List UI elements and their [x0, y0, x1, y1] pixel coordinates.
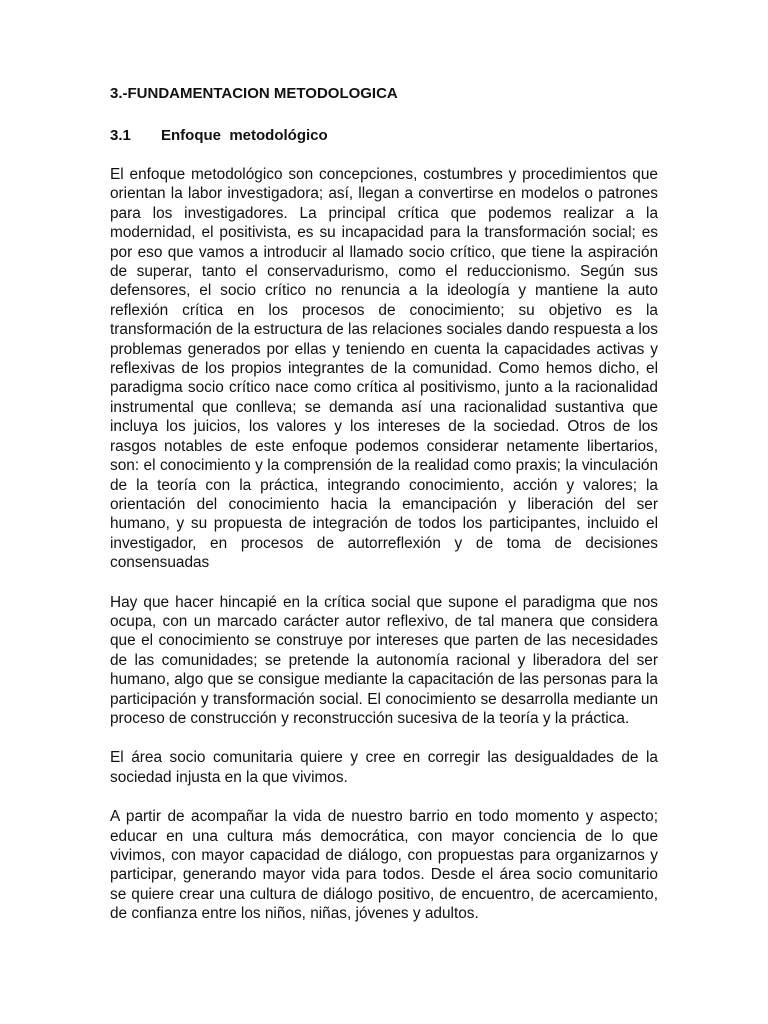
paragraph-3: El área socio comunitaria quiere y cree en corregir las desigualdades de la sociedad injusta en la que vivimos.: [110, 749, 658, 786]
section-title: Enfoque metodológico: [161, 127, 328, 144]
paragraph-1: El enfoque metodológico son concepciones, costumbres y procedimientos que orientan la labor investigadora; así, llegan a convertirse en modelos o patrones para los investigadores. La principal crítica que podemos realizar a la modernidad, el positivista, es su incapacidad para la transformación social; es por eso que vamos a introducir al llamado socio crítico, que tiene la aspiración de superar, tanto el conservadurismo, como el reduccionismo. Según sus defensores, el socio crítico no renuncia a la ideología y mantiene la auto reflexión crítica en los procesos de conocimiento; su objetivo es la transformación de la estructura de las relaciones sociales dando respuesta a los problemas generados por ellas y teniendo en cuenta la capacidades activas y reflexivas de los propios integrantes de la comunidad. Como hemos dicho, el paradigma socio crítico nace como crítica al positivismo, junto a la racionalidad instrumental que conlleva; se demanda así una racionalidad sustantiva que incluya los juicios, los valores y los intereses de la sociedad. Otros de los rasgos notables de este enfoque podemos considerar netamente libertarios, son: el conocimiento y la comprensión de la realidad como praxis; la vinculación de la teoría con la práctica, integrando conocimiento, acción y valores; la orientación del conocimiento hacia la emancipación y liberación del ser humano, y su propuesta de integración de todos los participantes, incluido el investigador, en procesos de autorreflexión y de toma de decisiones consensuadas: [110, 166, 658, 572]
chapter-heading: 3.-FUNDAMENTACION METODOLOGICA: [110, 85, 398, 102]
paragraph-4: A partir de acompañar la vida de nuestro barrio en todo momento y aspecto; educar en una cultura más democrática, con mayor conciencia de lo que vivimos, con mayor capacidad de diálogo, con propuestas para organizarnos y participar, generando mayor vida para todos. Desde el área socio comunitario se quiere crear una cultura de diálogo positivo, de encuentro, de acercamiento, de confianza entre los niños, niñas, jóvenes y adultos.: [110, 808, 658, 923]
document-page: [110, 84, 658, 944]
paragraph-2: Hay que hacer hincapié en la crítica social que supone el paradigma que nos ocupa, con un marcado carácter autor reflexivo, de tal manera que considera que el conocimiento se construye por intereses que parten de las necesidades de las comunidades; se pretende la autonomía racional y liberadora del ser humano, algo que se consigue mediante la capacitación de las personas para la participación y transformación social. El conocimiento se desarrolla mediante un proceso de construcción y reconstrucción sucesiva de la teoría y la práctica.: [110, 593, 658, 727]
section-number: 3.1: [110, 127, 131, 144]
section-heading: [110, 126, 658, 146]
